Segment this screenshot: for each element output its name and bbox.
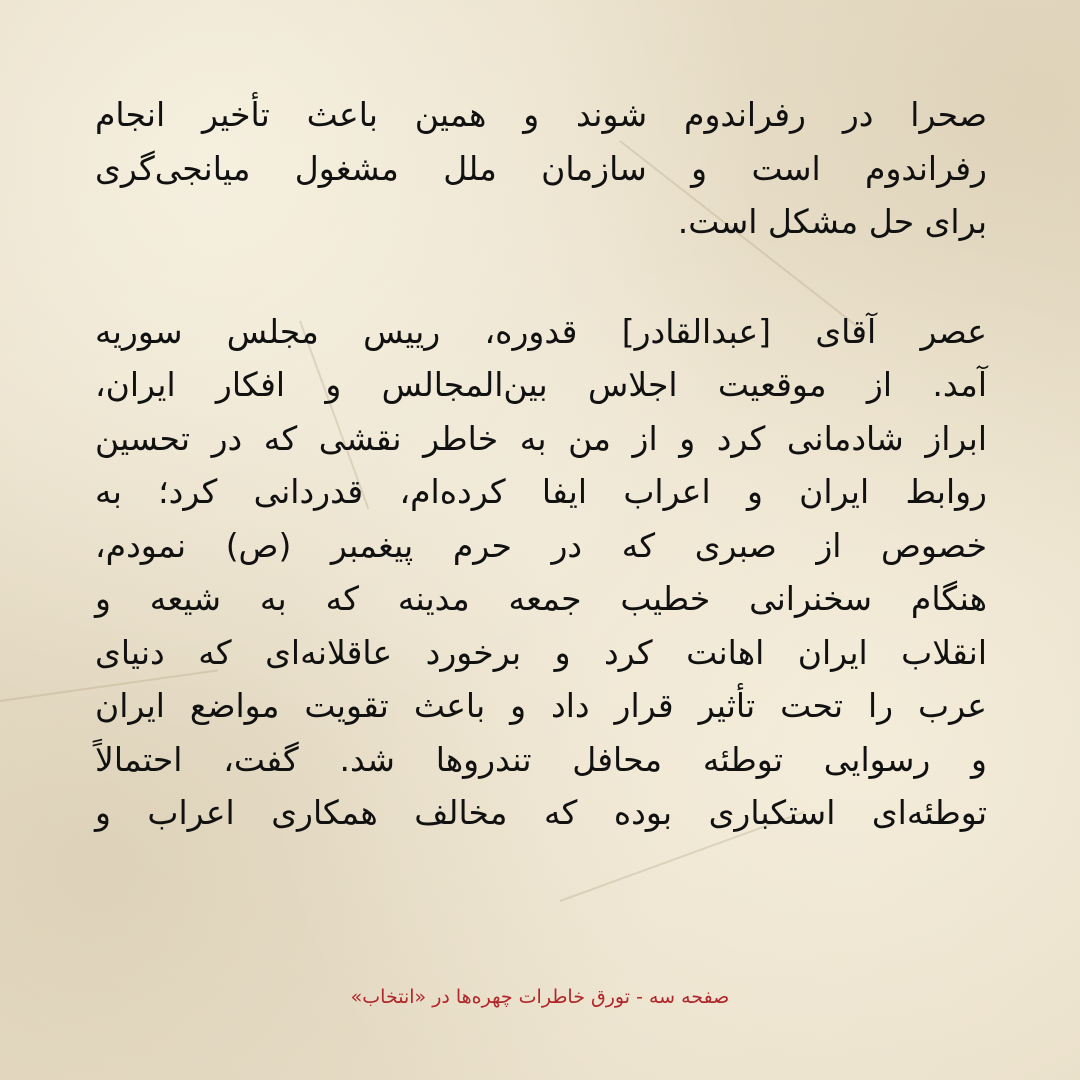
text-line: عرب را تحت تأثیر قرار داد و باعث تقویت مواضع ایران (95, 686, 987, 725)
text-line: خصوص از صبری که در حرم پیغمبر (ص) نمودم، (95, 525, 987, 565)
text-line: ابراز شادمانی کرد و از من به خاطر نقشی که در تحسین (95, 418, 987, 458)
text-line: عصر آقای [عبدالقادر] قدوره، رییس مجلس سوریه (95, 311, 987, 351)
text-line: انقلاب ایران اهانت کرد و برخورد عاقلانه‌ای که دنیای (95, 632, 987, 672)
text-line: روابط ایران و اعراب ایفا کرده‌ام، قدردانی کرد؛ به (95, 472, 987, 511)
page-caption: صفحه سه - تورق خاطرات چهره‌ها در «انتخاب» (350, 986, 730, 1008)
paragraph-2 (95, 305, 987, 840)
text-line: توطئه‌ای استکباری بوده که مخالف همکاری اعراب و (95, 793, 987, 832)
text-line: رفراندوم است و سازمان ملل مشغول میانجی‌گری (95, 148, 987, 188)
document-page (95, 88, 987, 840)
paragraph-spacer (95, 249, 987, 305)
text-line: آمد. از موقعیت اجلاس بین‌المجالس و افکار ایران، (95, 365, 987, 404)
text-line: صحرا در رفراندوم شوند و همین باعث تأخیر انجام (95, 95, 987, 134)
text-line: برای حل مشکل است. (677, 202, 987, 241)
paragraph-1 (95, 88, 987, 249)
text-line: هنگام سخنرانی خطیب جمعه مدینه که به شیعه و (95, 579, 987, 618)
text-line: و رسوایی توطئه محافل تندروها شد. گفت، احتمالاً (95, 739, 987, 779)
